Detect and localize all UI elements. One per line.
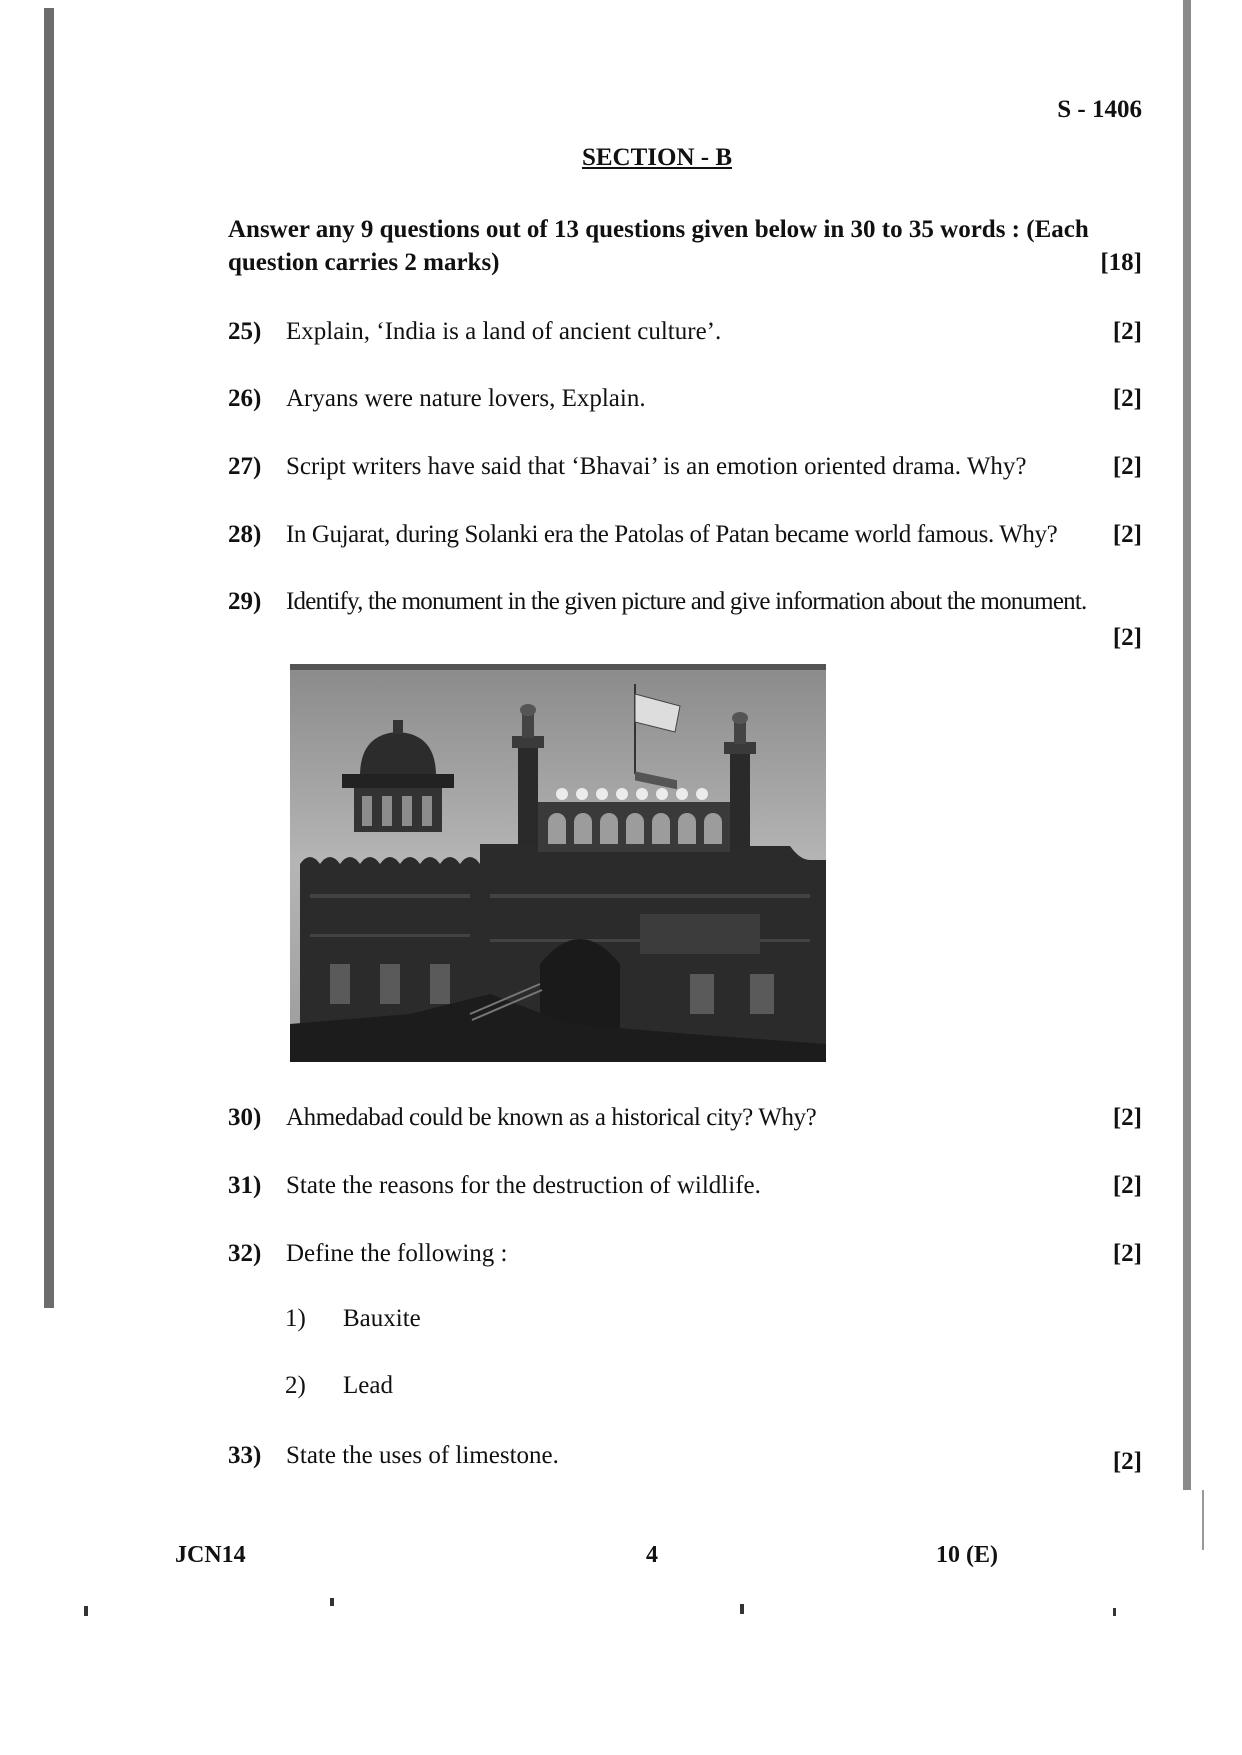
question-marks: [2] xyxy=(1112,1240,1142,1267)
scan-speck xyxy=(740,1604,744,1614)
question-text: Ahmedabad could be known as a historical city? Why? xyxy=(286,1104,817,1131)
question-text: Define the following : xyxy=(286,1240,508,1267)
subitem-number: 2) xyxy=(285,1372,306,1399)
question-number: 28) xyxy=(228,521,262,548)
subitem-text: Lead xyxy=(343,1372,393,1399)
question-marks: [2] xyxy=(1112,521,1142,548)
question-marks: [2] xyxy=(1112,385,1142,412)
section-title: SECTION - B xyxy=(581,144,733,171)
instructions xyxy=(228,213,1142,279)
scan-speck xyxy=(330,1598,334,1606)
monument-illustration xyxy=(290,664,826,1062)
question-marks: [2] xyxy=(1112,1172,1142,1199)
question-marks: [2] xyxy=(1112,624,1142,651)
subitem-bauxite xyxy=(285,1305,421,1333)
question-29 xyxy=(228,586,1142,656)
question-number: 29) xyxy=(228,588,262,615)
question-text: Aryans were nature lovers, Explain. xyxy=(286,385,646,412)
subitem-number: 1) xyxy=(285,1305,306,1332)
footer-code: JCN14 xyxy=(175,1542,246,1568)
question-number: 27) xyxy=(228,453,262,480)
subitem-text: Bauxite xyxy=(343,1305,421,1332)
question-text: In Gujarat, during Solanki era the Patolas of Patan became world famous. Why? xyxy=(286,521,1058,548)
question-marks: [2] xyxy=(1112,453,1142,480)
scan-edge-left xyxy=(44,8,54,1308)
question-text: Script writers have said that ‘Bhavai’ is an emotion oriented drama. Why? xyxy=(286,453,1027,480)
question-text: Explain, ‘India is a land of ancient culture’. xyxy=(286,318,722,345)
question-marks: [2] xyxy=(1112,1448,1142,1475)
scan-speck xyxy=(1113,1608,1116,1616)
monument-photo xyxy=(290,664,826,1062)
instructions-text: Answer any 9 questions out of 13 questions given below in 30 to 35 words : (Each question carries 2 marks) xyxy=(228,216,1089,276)
question-marks: [2] xyxy=(1112,318,1142,345)
instructions-marks: [18] xyxy=(1100,249,1142,276)
question-number: 33) xyxy=(228,1442,262,1469)
question-text: State the reasons for the destruction of wildlife. xyxy=(286,1172,761,1199)
subitem-lead xyxy=(285,1372,393,1400)
question-number: 26) xyxy=(228,385,262,412)
scan-speck xyxy=(84,1606,88,1616)
question-marks: [2] xyxy=(1112,1104,1142,1131)
page-number: 4 xyxy=(646,1542,658,1568)
paper-code: S - 1406 xyxy=(1057,96,1142,123)
scan-edge-right xyxy=(1183,0,1191,1490)
scan-edge-mark xyxy=(1202,1490,1204,1550)
question-text: Identify, the monument in the given picture and give information about the monument. xyxy=(286,588,1087,615)
question-text: State the uses of limestone. xyxy=(286,1442,559,1469)
question-number: 31) xyxy=(228,1172,262,1199)
question-number: 30) xyxy=(228,1104,262,1131)
question-number: 25) xyxy=(228,318,262,345)
footer-paper: 10 (E) xyxy=(936,1542,998,1568)
question-number: 32) xyxy=(228,1240,262,1267)
